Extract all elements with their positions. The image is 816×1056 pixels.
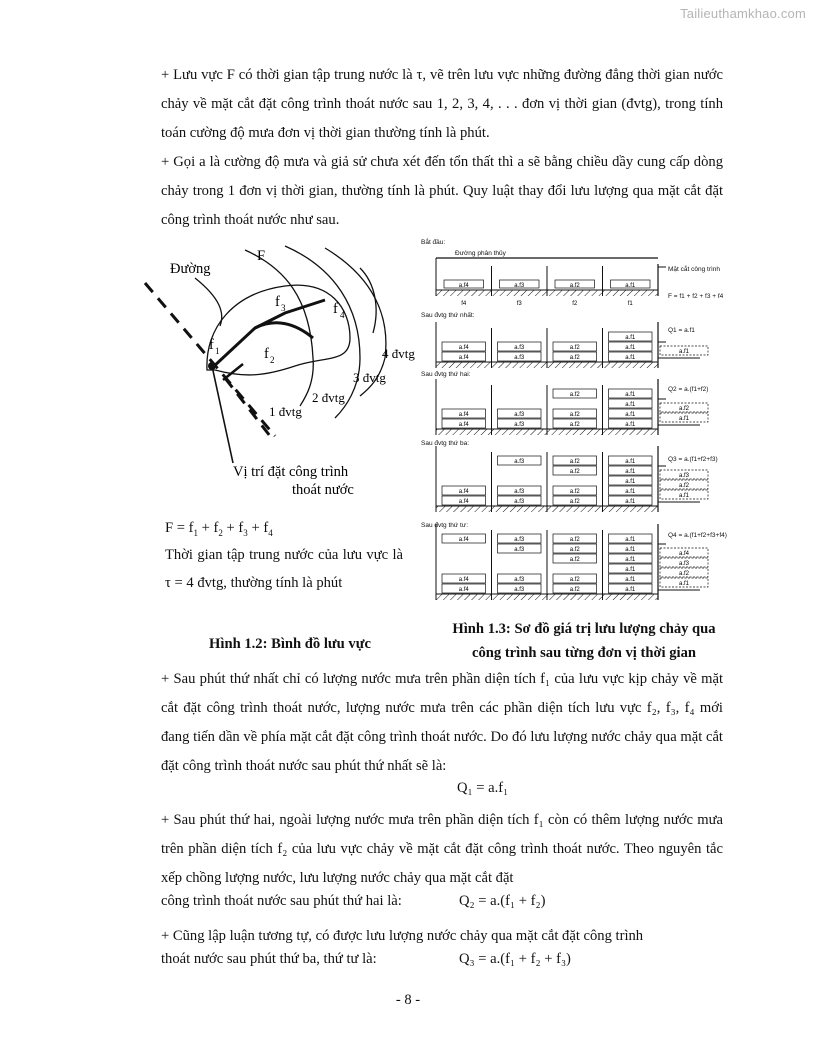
stacked-cell-label: a.f2 — [569, 469, 580, 475]
outflow-cell-label: a.f3 — [678, 561, 690, 567]
stacked-cell-label: a.f4 — [458, 537, 469, 543]
road-line — [145, 283, 275, 436]
stage-cell-label: a.f1 — [625, 412, 636, 418]
stacked-cell-label: a.f1 — [625, 392, 636, 398]
stage-cell-label: a.f2 — [569, 412, 580, 418]
stage-cell-label: a.f1 — [625, 499, 636, 505]
watershed-plan-figure — [135, 238, 425, 508]
outflow-cell-label: a.f4 — [678, 551, 690, 557]
outflow-cell-label: a.f1 — [678, 349, 690, 355]
stacked-cell-label: a.f1 — [625, 547, 636, 553]
watermark: Tailieuthamkhao.com — [680, 6, 806, 21]
paragraph-third-minute: + Cũng lập luận tương tự, có được lưu lượng nước chảy qua mặt cắt đặt công trình — [161, 928, 644, 944]
stage-cell-label: a.f4 — [458, 412, 469, 418]
stage-1-label: Sau đvtg thứ nhất: — [421, 312, 475, 319]
outflow-cell-label: a.f1 — [678, 581, 690, 587]
stage-cell-label: a.f1 — [625, 489, 636, 495]
start-label: Bắt đầu: — [421, 239, 446, 246]
stage-cell-label: a.f2 — [569, 422, 580, 428]
paragraph-rain-intensity: + Gọi a là cường độ mưa và giả sử chưa xét đến tổn thất thì a sẽ bằng chiều dầy cung cấp dòng chảy trong 1 đơn vị thời gian, thường tính là phút. Quy luật thay đổi lưu lượng qua mặt cắt đặt công trình thoát nước như sau. — [161, 154, 723, 228]
stage-cell-label: a.f4 — [458, 489, 469, 495]
section-label: Mặt cắt công trình — [668, 266, 721, 273]
stage-cell-label: a.f3 — [514, 355, 525, 361]
paragraph-second-minute: + Sau phút thứ hai, ngoài lượng nước mưa trên phần diện tích f₁ còn có thêm lượng nước mưa trên phần diện tích f₂ của lưu vực chảy về mặt cắt đặt công trình thoát nước. Theo nguyên tắc xếp chồng lượng nước, lưu lượng nước chảy qua mặt cắt đặt — [161, 812, 723, 886]
area-label: f4 — [461, 301, 467, 307]
stage-cell-label: a.f2 — [569, 577, 580, 583]
stage-cell-label: a.f1 — [625, 345, 636, 351]
stage-cell-label: a.f3 — [514, 587, 525, 593]
divide-label: Đường phân thủy — [455, 250, 506, 257]
stage-3-label: Sau đvtg thứ ba: — [421, 440, 470, 447]
stage-cell-label: a.f2 — [569, 355, 580, 361]
isochrone-4-label: 4 đvtg — [382, 346, 415, 361]
stage-cell-label: a.f3 — [514, 577, 525, 583]
stage-cell-label: a.f4 — [458, 577, 469, 583]
stage-4-label: Sau đvtg thứ tư: — [421, 522, 469, 529]
stacked-cell-label: a.f1 — [625, 567, 636, 573]
stage-2-label: Sau đvtg thứ hai: — [421, 371, 471, 378]
outflow-cell-label: a.f3 — [678, 473, 690, 479]
second-minute-last-line: công trình thoát nước sau phút thứ hai là: — [161, 893, 402, 909]
isochrone-3-label: 3 đvtg — [353, 370, 386, 385]
stage-cell-label: a.f4 — [458, 587, 469, 593]
stage-cell-label: a.f3 — [514, 412, 525, 418]
stacked-cell-label: a.f2 — [569, 459, 580, 465]
stacked-cell-label: a.f1 — [625, 479, 636, 485]
outlet-point — [208, 362, 216, 370]
stacked-cell-label: a.f2 — [569, 557, 580, 563]
q3-label: Q3 = a.(f1+f2+f3) — [668, 456, 718, 463]
stacked-cell-label: a.f3 — [514, 537, 525, 543]
isochrone-1-label: 1 đvtg — [269, 404, 302, 419]
stacked-cell-label: a.f1 — [625, 537, 636, 543]
stacked-cell-label: a.f2 — [569, 392, 580, 398]
third-minute-last-line: thoát nước sau phút thứ ba, thứ tư là: — [161, 951, 377, 967]
outflow-cell-label: a.f2 — [678, 483, 690, 489]
isochrone-2-label: 2 đvtg — [312, 390, 345, 405]
concentration-time-text: Thời gian tập trung nước của lưu vực là τ = 4 đvtg, thường tính là phút — [165, 547, 403, 591]
paragraph-watershed: + Lưu vực F có thời gian tập trung nước là τ, vẽ trên lưu vực những đường đẳng thời gian nước chảy về mặt cắt đặt công trình thoát nước sau 1, 2, 3, 4, . . . đơn vị thời gian (đvtg), trong tính toán cường độ mưa đơn vị thời gian thường tính là phút. — [161, 67, 723, 141]
area-sum-label: F = f1 + f2 + f3 + f4 — [668, 293, 724, 300]
area-label: f1 — [627, 301, 633, 307]
road-label: Đường — [170, 261, 211, 277]
stage-cell-label: a.f2 — [569, 489, 580, 495]
stage-cell-label: a.f3 — [514, 499, 525, 505]
watershed-f-label: F — [257, 248, 266, 264]
figure-1-2-caption: Hình 1.2: Bình đồ lưu vực — [209, 636, 371, 652]
equation-q2: Q₂ = a.(f₁ + f₂) — [459, 893, 546, 909]
stacked-cell-label: a.f3 — [514, 459, 525, 465]
stage-cell-label: a.f3 — [514, 489, 525, 495]
init-cell-label: a.f3 — [514, 283, 525, 289]
svg-text:2: 2 — [270, 355, 275, 365]
outflow-cell-label: a.f1 — [678, 493, 690, 499]
stacked-cell-label: a.f1 — [625, 469, 636, 475]
stage-cell-label: a.f4 — [458, 355, 469, 361]
stage-cell-label: a.f1 — [625, 587, 636, 593]
stage-cell-label: a.f3 — [514, 422, 525, 428]
svg-text:3: 3 — [281, 303, 286, 313]
stage-cell-label: a.f3 — [514, 345, 525, 351]
q4-label: Q4 = a.(f1+f2+f3+f4) — [668, 532, 727, 539]
area-label: f2 — [572, 301, 578, 307]
stacked-cell-label: a.f1 — [625, 557, 636, 563]
init-cell-label: a.f2 — [569, 283, 580, 289]
flow-stage-diagram — [418, 236, 748, 616]
area-f4-label: f — [333, 301, 338, 317]
outflow-cell-label: a.f2 — [678, 406, 690, 412]
q1-label: Q1 = a.f1 — [668, 327, 695, 334]
equation-q3: Q₃ = a.(f₁ + f₂ + f₃) — [459, 951, 571, 967]
stacked-cell-label: a.f1 — [625, 335, 636, 341]
stacked-cell-label: a.f2 — [569, 547, 580, 553]
area-f2-label: f — [264, 346, 269, 362]
stage-cell-label: a.f4 — [458, 345, 469, 351]
area-f1-label: f — [209, 337, 214, 353]
page-number: - 8 - — [395, 992, 421, 1008]
outflow-cell-label: a.f2 — [678, 571, 690, 577]
site-label-2: thoát nước — [292, 482, 354, 498]
stage-cell-label: a.f1 — [625, 355, 636, 361]
svg-text:4: 4 — [340, 310, 345, 320]
stacked-cell-label: a.f2 — [569, 537, 580, 543]
paragraph-first-minute: + Sau phút thứ nhất chỉ có lượng nước mưa trên phần diện tích f₁ của lưu vực kịp chảy về mặt cắt đặt công trình thoát nước, lượng nước mưa trên các phần diện tích lưu vực f₂, f₃, f₄ mới đang tiến dần về phía mặt cắt đặt công trình thoát nước. Do đó lưu lượng nước chảy qua mặt cắt đặt công trình thoát nước sau phút thứ nhất sẽ là: — [161, 671, 723, 774]
init-cell-label: a.f4 — [458, 283, 469, 289]
figure-1-3-caption: Hình 1.3: Sơ đồ giá trị lưu lượng chảy qua công trình sau từng đơn vị thời gian — [452, 621, 716, 661]
init-cell-label: a.f1 — [625, 283, 636, 289]
area-f3-label: f — [275, 294, 280, 310]
equation-q1: Q₁ = a.f₁ — [457, 780, 509, 796]
tributary — [255, 323, 313, 338]
stage-cell-label: a.f2 — [569, 345, 580, 351]
svg-text:1: 1 — [215, 346, 220, 356]
outflow-cell-label: a.f1 — [678, 416, 690, 422]
area-label: f3 — [516, 301, 522, 307]
stacked-cell-label: a.f1 — [625, 402, 636, 408]
stage-cell-label: a.f2 — [569, 587, 580, 593]
area-formula: $F = f_1 + f_2 + f_3 + f_4$ — [165, 520, 273, 538]
stacked-cell-label: a.f1 — [625, 459, 636, 465]
isochrone-1 — [195, 278, 222, 326]
stage-cell-label: a.f1 — [625, 422, 636, 428]
stage-cell-label: a.f1 — [625, 577, 636, 583]
site-label-1: Vị trí đặt công trình — [233, 464, 349, 480]
stage-cell-label: a.f2 — [569, 499, 580, 505]
stacked-cell-label: a.f3 — [514, 547, 525, 553]
q2-label: Q2 = a.(f1+f2) — [668, 386, 709, 393]
stage-cell-label: a.f4 — [458, 499, 469, 505]
stage-cell-label: a.f4 — [458, 422, 469, 428]
